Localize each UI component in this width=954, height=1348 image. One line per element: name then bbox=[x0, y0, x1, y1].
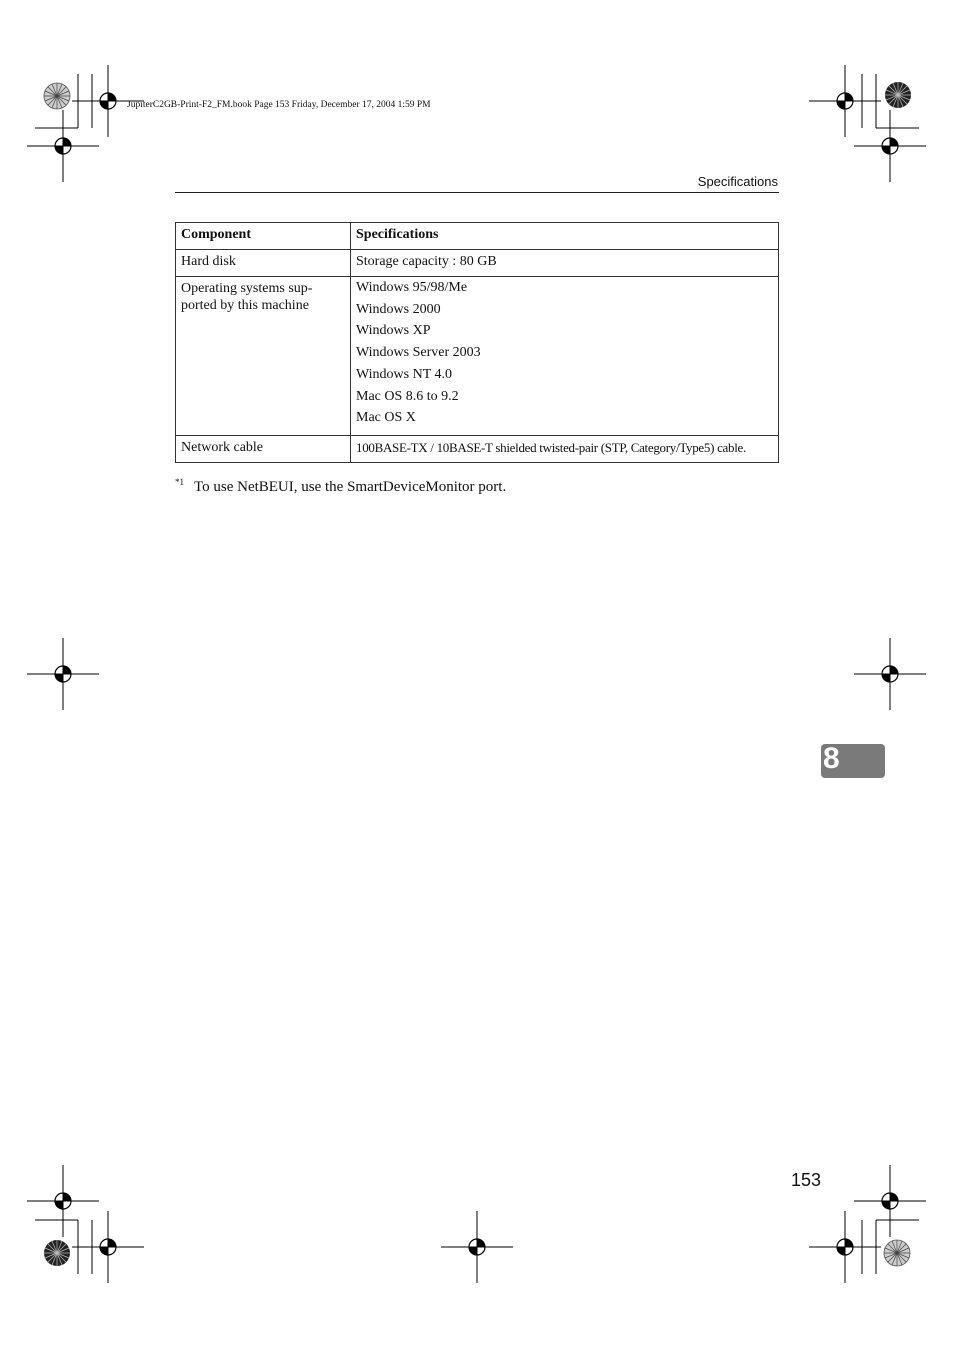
page-number: 153 bbox=[791, 1170, 822, 1190]
footnote-marker: *1 bbox=[175, 477, 184, 487]
running-head: Specifications bbox=[697, 174, 778, 189]
os-item: Windows NT 4.0 bbox=[356, 366, 453, 382]
table-row bbox=[176, 435, 779, 462]
footnote-text: To use NetBEUI, use the SmartDeviceMonitor port. bbox=[194, 479, 507, 495]
os-item: Windows 2000 bbox=[356, 301, 441, 317]
spec-network-cable: 100BASE-TX / 10BASE-T shielded twisted-pair (STP, Category/Type5) cable. bbox=[351, 435, 779, 462]
component-os-line1: Operating systems sup- bbox=[181, 281, 313, 296]
os-item: Windows XP bbox=[356, 323, 431, 339]
table-header-row bbox=[176, 223, 779, 250]
chapter-number: 8 bbox=[823, 742, 839, 775]
table-row bbox=[176, 277, 779, 436]
os-item: Windows 95/98/Me bbox=[356, 280, 468, 295]
print-slug: JupiterC2GB-Print-F2_FM.book Page 153 Friday, December 17, 2004 1:59 PM bbox=[127, 100, 431, 110]
spec-operating-systems bbox=[351, 277, 779, 436]
table-row bbox=[176, 250, 779, 277]
component-hard-disk: Hard disk bbox=[176, 250, 351, 277]
header-rule bbox=[175, 192, 779, 193]
header-component: Component bbox=[176, 223, 351, 250]
component-os-line2: ported by this machine bbox=[181, 298, 309, 313]
os-item: Mac OS 8.6 to 9.2 bbox=[356, 388, 459, 404]
os-item: Mac OS X bbox=[356, 410, 416, 426]
component-network-cable: Network cable bbox=[176, 435, 351, 462]
component-operating-systems bbox=[176, 277, 351, 436]
spec-hard-disk: Storage capacity : 80 GB bbox=[351, 250, 779, 277]
footnote bbox=[175, 479, 506, 496]
os-item: Windows Server 2003 bbox=[356, 345, 481, 361]
specifications-table bbox=[175, 222, 779, 463]
header-specifications: Specifications bbox=[351, 223, 779, 250]
